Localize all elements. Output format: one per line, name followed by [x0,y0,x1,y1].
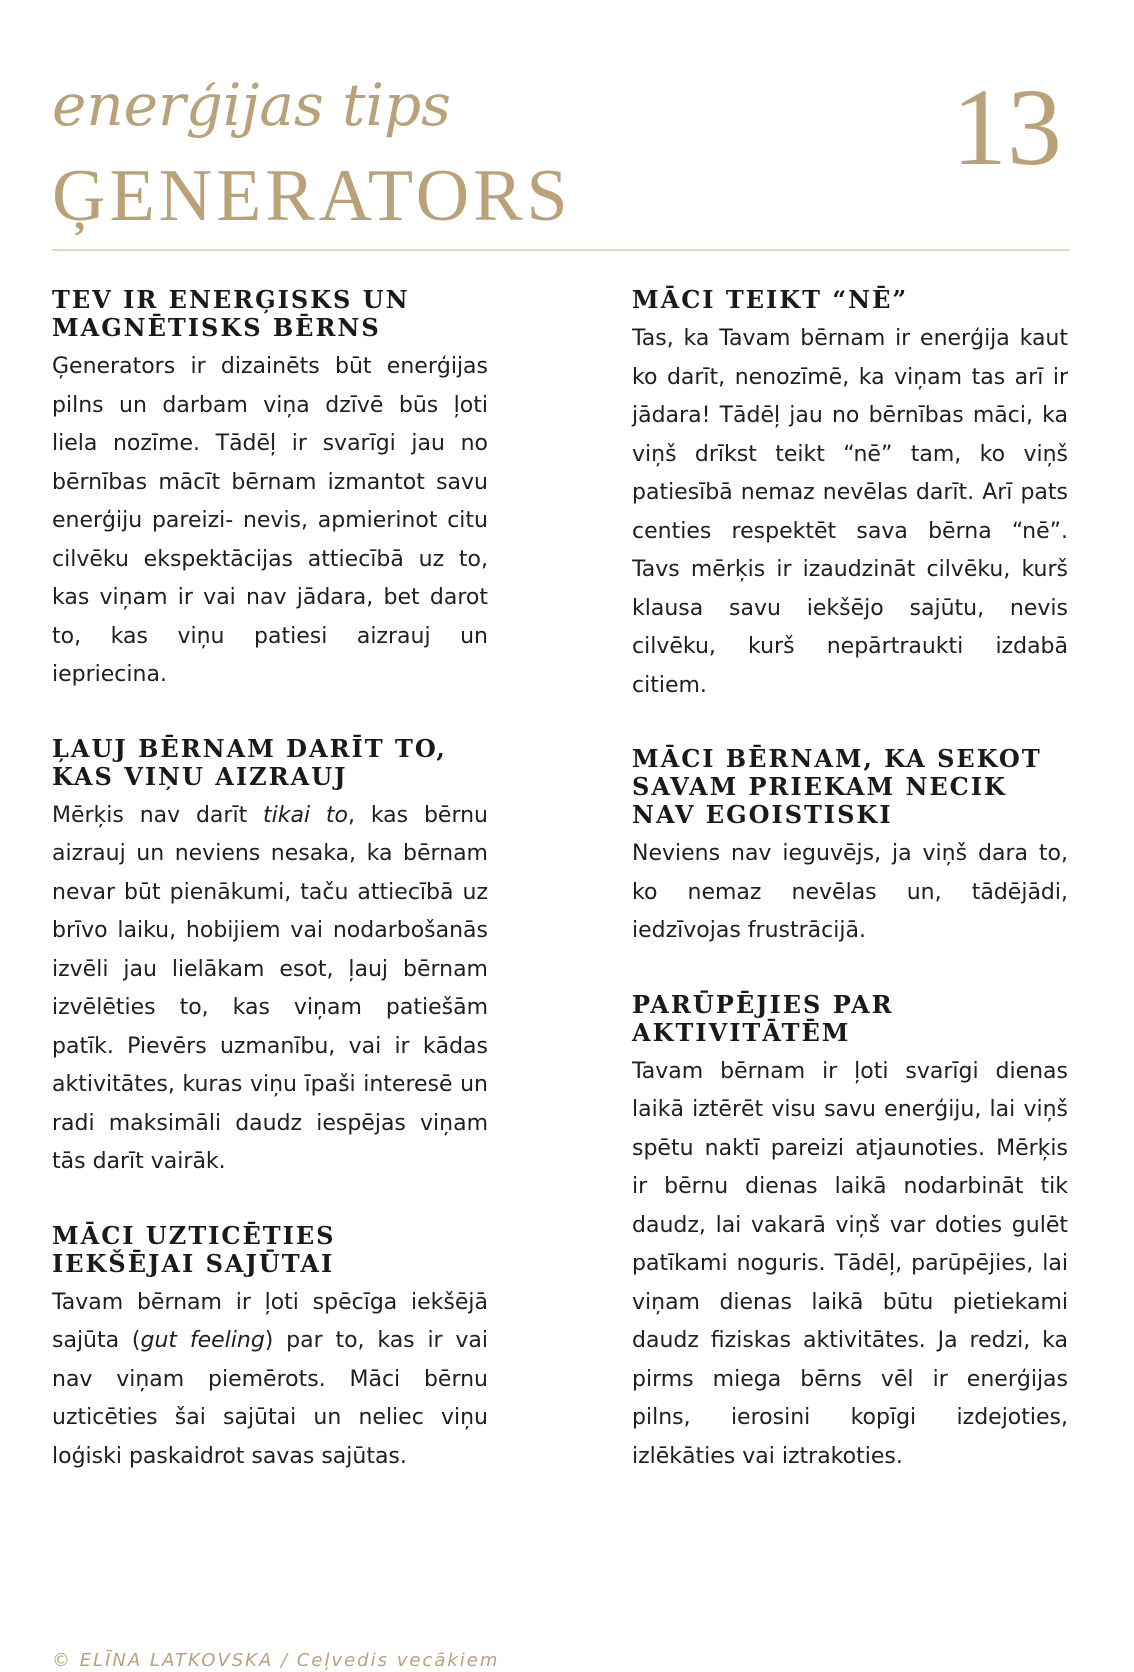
section-body: Tas, ka Tavam bērnam ir enerģija kaut ko darīt, nenozīmē, ka viņam tas arī ir jādara! Tādēļ jau no bērnības māci, ka viņš drīkst teikt “nē” tam, ko viņš patiesībā nemaz nevēlas darīt. Arī pats centies respektēt sava bērna “nē”. Tavs mērķis ir izaudzināt cilvēku, kurš klausa savu iekšējo sajūtu, nevis cilvēku, kurš nepārtraukti izdabā citiem. [632,326,1068,698]
body-text: ) par to, kas ir vai nav viņam piemērots. Māci bērnu uzticēties šai sajūtai un neliec viņu loģiski paskaidrot savas sajūtas. [52,1328,489,1469]
footer-copyright: © ELĪNA LATKOVSKA / Ceļvedis vecākiem [52,1650,500,1671]
section-activities [632,991,1068,1477]
energy-type-kicker: enerģijas tips [52,71,451,139]
section-body: Neviens nav ieguvējs, ja viņš dara to, ko nemaz nevēlas un, tādējādi, iedzīvojas frustrācijā. [632,841,1068,943]
body-text: Tavam bērnam ir ļoti spēcīga iekšējā sajūta ( [52,1289,488,1353]
section-trust-inner-feeling [52,1222,488,1477]
section-energetic-child [52,286,488,695]
section-heading: PARŪPĒJIES PAR AKTIVITĀTĒM [632,989,894,1047]
header-divider [52,249,1070,251]
section-body [52,1284,488,1477]
section-heading: MĀCI BĒRNAM, KA SEKOT SAVAM PRIEKAM NECIK NAV EGOISTISKI [632,744,1042,829]
body-text: , kas bērnu aizrauj un neviens nesaka, ka bērnam nevar būt pienākumi, taču attiecībā uz brīvo laiku, hobijiem vai nodarbošanās izvēli jau lielākam esot, ļauj bērnam izvēlēties to, kas viņam patiešām patīk. Pievērs uzmanību, vai ir kādas aktivitātes, kuras viņu īpaši interesē un radi maksimāli daudz iespējas viņam tās darīt vairāk. [52,802,488,1174]
body-emphasis: tikai to [263,802,349,828]
section-heading: MĀCI UZTICĒTIES IEKŠĒJAI SAJŪTAI [52,1220,336,1278]
section-body: Ģenerators ir dizainēts būt enerģijas pilns un darbam viņa dzīvē būs ļoti liela nozīme. Tādēļ ir svarīgi jau no bērnības mācīt bērnam izmantot savu enerģiju pareizi- nevis, apmierinot citu cilvēku ekspektācijas attiecībā uz to, kas viņam ir vai nav jādara, bet darot to, kas viņu patiesi aizrauj un iepriecina. [52,354,488,687]
page-header [52,66,1072,250]
section-joy-not-selfish [632,745,1068,951]
section-teach-say-no [632,286,1068,705]
section-heading: TEV IR ENERĢISKS UN MAGNĒTISKS BĒRNS [52,285,410,342]
section-heading: ĻAUJ BĒRNAM DARĪT TO, KAS VIŅU AIZRAUJ [52,733,447,791]
section-body: Tavam bērnam ir ļoti svarīgi dienas laikā iztērēt visu savu enerģiju, lai viņš spētu naktī pareizi atjaunoties. Mērķis ir bērnu dienas laikā nodarbināt tik daudz, lai vakarā viņš var doties gulēt patīkami noguris. Tādēļ, parūpējies, lai viņam dienas laikā būtu pietiekami daudz fiziskas aktivitātes. Ja redzi, ka pirms miega bērns vēl ir enerģijas pilns, ierosini kopīgi izdejoties, izlēkāties vai iztrakoties. [632,1058,1068,1469]
section-heading: MĀCI TEIKT “NĒ” [632,285,909,314]
page-title: ĢENERATORS [52,155,572,237]
left-column [52,286,488,1516]
section-body [52,797,488,1182]
right-column [632,286,1068,1516]
section-let-child-do [52,735,488,1182]
body-emphasis: gut feeling [140,1328,265,1353]
page-number: 13 [952,66,1062,188]
body-text: Mērķis nav darīt [52,802,264,828]
